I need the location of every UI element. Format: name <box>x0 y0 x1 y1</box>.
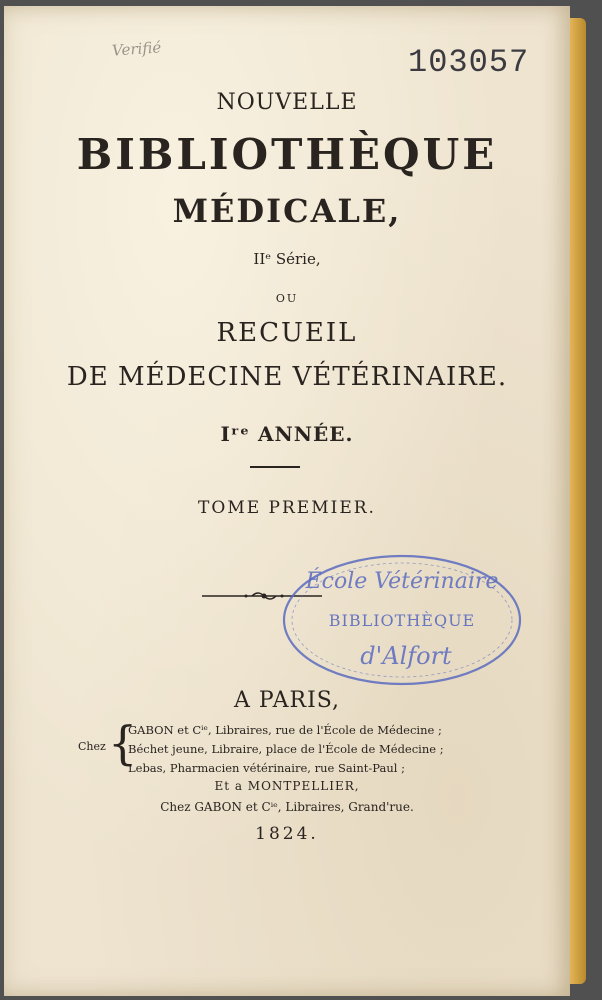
library-stamp <box>280 552 524 688</box>
title-line-medicale: MÉDICALE, <box>172 192 402 230</box>
tome-label: TOME PREMIER. <box>198 498 376 518</box>
city-montpellier: Et a MONTPELLIER, <box>214 779 360 793</box>
title-line-nouvelle: NOUVELLE <box>216 90 358 115</box>
title-page <box>4 6 570 996</box>
chez-label: Chez <box>78 740 106 753</box>
publisher-line: Lebas, Pharmacien vétérinaire, rue Saint-Paul ; <box>128 761 405 775</box>
title-line-medecine-veterinaire: DE MÉDECINE VÉTÉRINAIRE. <box>66 362 508 392</box>
stamp-center-text: BIBLIOTHÈQUE <box>328 611 476 630</box>
publication-date: 1824. <box>255 824 319 844</box>
publisher-line: Béchet jeune, Libraire, place de l'École de Médecine ; <box>128 742 444 756</box>
stamp-bottom-text: d'Alfort <box>360 642 452 670</box>
stamp-top-text: École Vétérinaire <box>305 569 499 594</box>
title-line-bibliotheque: BIBLIOTHÈQUE <box>76 130 498 179</box>
year-label: Iʳᵉ ANNÉE. <box>220 422 354 446</box>
publisher-line: GABON et Cⁱᵉ, Libraires, rue de l'École de Médecine ; <box>128 723 442 737</box>
title-line-recueil: RECUEIL <box>216 318 358 348</box>
pencil-note: Verifié <box>111 38 162 60</box>
ou-label: OU <box>275 292 299 305</box>
accession-number: 103057 <box>408 44 530 81</box>
city-paris: A PARIS, <box>233 688 341 713</box>
series-label: IIᵉ Série, <box>253 250 321 268</box>
divider-rule <box>250 466 300 468</box>
montpellier-publisher: Chez GABON et Cⁱᵉ, Libraires, Grand'rue. <box>160 800 414 814</box>
brace-glyph: { <box>108 716 138 770</box>
